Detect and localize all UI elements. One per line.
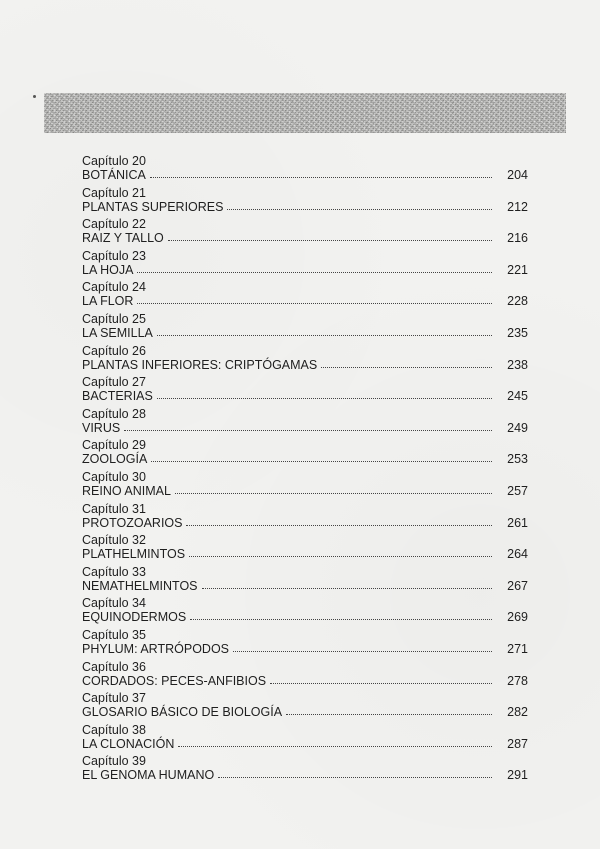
chapter-label: Capítulo 37 [82,691,146,706]
dot-leader [202,587,492,589]
dot-leader [151,460,492,462]
page-number: 212 [507,199,528,214]
scan-speck [33,95,36,98]
dot-leader [124,429,492,431]
chapter-title: BOTÁNICA [82,168,146,182]
chapter-title: NEMATHELMINTOS [82,578,198,593]
dot-leader [218,776,492,778]
page-number: 228 [507,294,528,309]
chapter-label: Capítulo 32 [82,533,146,548]
chapter-title: LA CLONACIÓN [82,736,175,751]
chapter-title: ZOOLOGÍA [82,452,148,467]
toc-entry-row [82,168,534,182]
page-number: 267 [507,578,528,593]
toc-entry-row [82,452,534,466]
toc-entry[interactable] [82,629,534,661]
page-number: 253 [507,452,528,467]
toc-entry[interactable] [82,661,534,693]
chapter-label: Capítulo 34 [82,596,146,611]
chapter-title: LA SEMILLA [82,325,153,340]
chapter-label: Capítulo 35 [82,627,146,642]
page-number: 249 [507,420,528,435]
chapter-title: EQUINODERMOS [82,610,187,625]
dot-leader [137,302,492,304]
dot-leader [189,555,492,557]
chapter-label: Capítulo 20 [82,154,146,168]
chapter-label: Capítulo 38 [82,722,146,737]
toc-entry[interactable] [82,692,534,724]
chapter-title: PHYLUM: ARTRÓPODOS [82,641,230,656]
chapter-title: EL GENOMA HUMANO [82,768,215,783]
toc-entry[interactable] [82,218,534,250]
dot-leader [233,650,492,652]
page-number: 204 [507,168,528,182]
page-number: 221 [507,262,528,277]
dot-leader [321,366,492,368]
toc-entry[interactable] [82,534,534,566]
page-number: 271 [507,641,528,656]
chapter-label: Capítulo 22 [82,217,146,232]
chapter-label: Capítulo 31 [82,501,146,516]
toc-entry[interactable] [82,155,534,187]
toc-entry[interactable] [82,250,534,282]
toc-entry[interactable] [82,439,534,471]
dot-leader [227,208,492,210]
dot-leader [157,334,492,336]
chapter-title: PLANTAS INFERIORES: CRIPTÓGAMAS [82,357,318,372]
page-number: 238 [507,357,528,372]
chapter-label: Capítulo 27 [82,375,146,390]
chapter-label: Capítulo 24 [82,280,146,295]
decorative-header-banner [44,93,566,133]
toc-entry-row [82,231,534,245]
chapter-title: RAIZ Y TALLO [82,231,164,246]
toc-entry[interactable] [82,471,534,503]
page-number: 278 [507,673,528,688]
dot-leader [178,745,492,747]
page-number: 264 [507,547,528,562]
page-number: 245 [507,389,528,404]
toc-entry-row [82,200,534,214]
dot-leader [186,524,492,526]
toc-entry[interactable] [82,345,534,377]
chapter-title: LA FLOR [82,294,134,309]
toc-entry-row [82,705,534,719]
toc-entry[interactable] [82,376,534,408]
page-number: 282 [507,705,528,720]
page-number: 235 [507,325,528,340]
dot-leader [168,239,492,241]
toc-entry-row [82,610,534,624]
page-number: 269 [507,610,528,625]
toc-entry[interactable] [82,724,534,756]
table-of-contents [82,155,534,787]
toc-entry-row [82,263,534,277]
toc-entry-row [82,674,534,688]
toc-entry-row [82,421,534,435]
dot-leader [190,618,492,620]
dot-leader [286,713,492,715]
toc-entry-row [82,516,534,530]
page-number: 287 [507,736,528,751]
chapter-label: Capítulo 39 [82,754,146,769]
chapter-label: Capítulo 23 [82,248,146,263]
page-number: 216 [507,231,528,246]
chapter-title: REINO ANIMAL [82,483,171,498]
toc-entry-row [82,579,534,593]
dot-leader [150,176,492,178]
chapter-label: Capítulo 25 [82,311,146,326]
toc-entry[interactable] [82,566,534,598]
toc-entry-row [82,484,534,498]
chapter-label: Capítulo 33 [82,564,146,579]
chapter-label: Capítulo 21 [82,185,146,200]
dot-leader [137,271,492,273]
toc-entry[interactable] [82,408,534,440]
toc-entry-row [82,768,534,782]
chapter-title: BACTERIAS [82,389,153,404]
toc-entry-row [82,737,534,751]
toc-entry[interactable] [82,313,534,345]
chapter-title: CORDADOS: PECES-ANFIBIOS [82,673,267,688]
toc-entry-row [82,547,534,561]
dot-leader [270,682,492,684]
page-number: 261 [507,515,528,530]
chapter-label: Capítulo 30 [82,469,146,484]
chapter-title: LA HOJA [82,262,134,277]
dot-leader [157,397,492,399]
dot-leader [175,492,492,494]
chapter-title: PLATHELMINTOS [82,547,186,562]
chapter-title: GLOSARIO BÁSICO DE BIOLOGÍA [82,705,283,720]
page-number: 257 [507,483,528,498]
toc-entry-row [82,294,534,308]
chapter-title: PLANTAS SUPERIORES [82,199,224,214]
toc-entry[interactable] [82,755,534,787]
chapter-label: Capítulo 29 [82,438,146,453]
page-number: 291 [507,768,528,783]
toc-entry-row [82,389,534,403]
toc-entry[interactable] [82,281,534,313]
toc-entry-row [82,358,534,372]
chapter-label: Capítulo 26 [82,343,146,358]
chapter-title: VIRUS [82,420,121,435]
toc-entry-row [82,326,534,340]
toc-entry[interactable] [82,187,534,219]
chapter-label: Capítulo 28 [82,406,146,421]
chapter-label: Capítulo 36 [82,659,146,674]
chapter-title: PROTOZOARIOS [82,515,183,530]
toc-entry-row [82,642,534,656]
toc-entry[interactable] [82,503,534,535]
toc-entry[interactable] [82,597,534,629]
